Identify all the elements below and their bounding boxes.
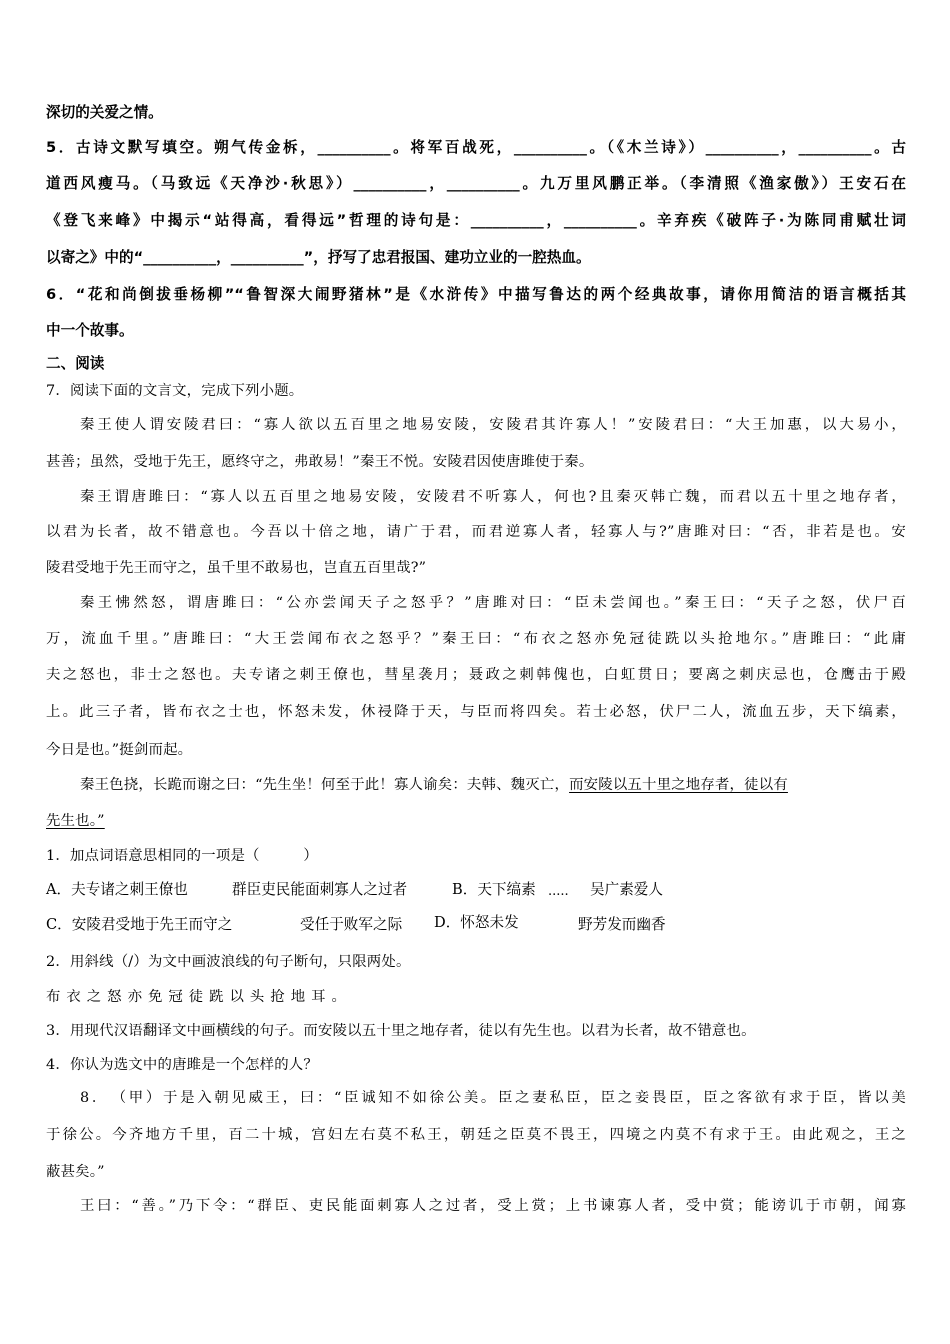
subquestion-2: 2．用斜线（/）为文中画波浪线的句子断句，只限两处。 [46, 954, 411, 970]
emphasis-dots: ..... [548, 884, 569, 899]
section-heading-reading: 二、阅读 [46, 355, 105, 372]
question-5-line-3: 《登飞来峰》中揭示“站得高，看得远”哲理的诗句是：__________，__________。辛弃疾《破阵子·为陈同甫赋壮词 [46, 212, 906, 229]
option-c-pair: 受任于败军之际 [300, 916, 403, 933]
question-7-intro: 7．阅读下面的文言文，完成下列小题。 [46, 383, 304, 399]
passage-line: 夫之怒也，非士之怒也。夫专诸之刺王僚也，彗星袭月；聂政之刺韩傀也，白虹贯日；要离之刺庆忌也，仓鹰击于殿 [46, 667, 906, 683]
sentence-to-punctuate: 布衣之怒亦免冠徒跣以头抢地耳。 [46, 989, 352, 1005]
passage-line: 秦王谓唐雎曰：“寡人以五百里之地易安陵，安陵君不听寡人，何也?且秦灭韩亡魏，而君以五十里之地存者， [80, 489, 906, 505]
option-a-pair: 群臣吏民能面刺寡人之过者 [232, 881, 408, 898]
subquestion-1: 1．加点词语意思相同的一项是（ ） [46, 848, 318, 864]
option-d: D．怀怒未发 [434, 914, 519, 931]
passage-line: 上。此三子者，皆布衣之士也，怀怒未发，休祲降于天，与臣而将四矣。若士必怒，伏尸二人，流血五步，天下缟素， [46, 704, 906, 720]
underlined-sentence: 而安陵以五十里之地存者，徒以有 [569, 777, 788, 793]
passage-line: 甚善；虽然，受地于先王，愿终守之，弗敢易！”秦王不悦。安陵君因使唐雎使于秦。 [46, 454, 594, 470]
question-5-line-2: 道西风瘦马。（马致远《天净沙·秋思》）__________，__________。九万里风鹏正举。（李清照《渔家傲》）王安石在 [46, 175, 906, 192]
question-8-line-3: 蔽甚矣。” [46, 1164, 105, 1180]
text-line: 深切的关爱之情。 [46, 104, 163, 121]
passage-line: 今日是也。”挺剑而起。 [46, 742, 193, 758]
question-5-line-4: 以寄之》中的“__________，__________”，抒写了忠君报国、建功立业的一腔热血。 [46, 249, 591, 266]
passage-line: 以君为长者，故不错意也。今吾以十倍之地，请广于君，而君逆寡人者，轻寡人与?”唐雎对曰：“否，非若是也。安 [46, 524, 906, 540]
subquestion-4: 4．你认为选文中的唐雎是一个怎样的人？ [46, 1057, 318, 1073]
option-c: C．安陵君受地于先王而守之 [46, 916, 233, 933]
passage-line: 陵君受地于先王而守之，虽千里不敢易也，岂直五百里哉?” [46, 560, 427, 576]
underlined-sentence-end: 先生也。” [46, 813, 105, 829]
question-8-line-4: 王曰：“善。”乃下令：“群臣、吏民能面刺寡人之过者，受上赏；上书谏寡人者，受中赏；能谤讥于市朝，闻寡 [80, 1198, 906, 1214]
passage-line: 秦王怫然怒，谓唐雎曰：“公亦尝闻天子之怒乎？”唐雎对曰：“臣未尝闻也。”秦王曰：“天子之怒，伏尸百 [80, 595, 906, 611]
question-5-line-1: 5．古诗文默写填空。朔气传金柝，__________。将军百战死，__________。（《木兰诗》）__________，__________。古 [46, 139, 906, 156]
passage-segment: 秦王色挠，长跪而谢之曰：“先生坐！何至于此！寡人谕矣：夫韩、魏灭亡， [80, 777, 570, 793]
option-d-pair: 野芳发而幽香 [578, 916, 666, 933]
passage-line [80, 773, 906, 794]
passage-line [46, 809, 906, 830]
passage-line: 万，流血千里。”唐雎曰：“大王尝闻布衣之怒乎？”秦王曰：“布衣之怒亦免冠徒跣以头抢地尔。”唐雎曰：“此庸 [46, 631, 906, 647]
option-b: B．天下缟素 [452, 881, 536, 898]
passage-line: 秦王使人谓安陵君曰：“寡人欲以五百里之地易安陵，安陵君其许寡人！”安陵君曰：“大王加惠，以大易小， [80, 417, 906, 433]
question-8-line-2: 于徐公。今齐地方千里，百二十城，宫妇左右莫不私王，朝廷之臣莫不畏王，四境之内莫不有求于王。由此观之，王之 [46, 1127, 906, 1143]
option-a: A．夫专诸之刺王僚也 [46, 881, 188, 898]
option-b-pair: 吴广素爱人 [590, 881, 663, 898]
question-8-line-1: 8． （甲）于是入朝见威王，曰：“臣诚知不如徐公美。臣之妻私臣，臣之妾畏臣，臣之客欲有求于臣，皆以美 [80, 1090, 906, 1106]
question-6-line-2: 中一个故事。 [46, 322, 134, 339]
question-6-line-1: 6．“花和尚倒拔垂杨柳”“鲁智深大闹野猪林”是《水浒传》中描写鲁达的两个经典故事，请你用简洁的语言概括其 [46, 286, 906, 303]
subquestion-3: 3．用现代汉语翻译文中画横线的句子。而安陵以五十里之地存者，徒以有先生也。以君为长者，故不错意也。 [46, 1023, 756, 1039]
